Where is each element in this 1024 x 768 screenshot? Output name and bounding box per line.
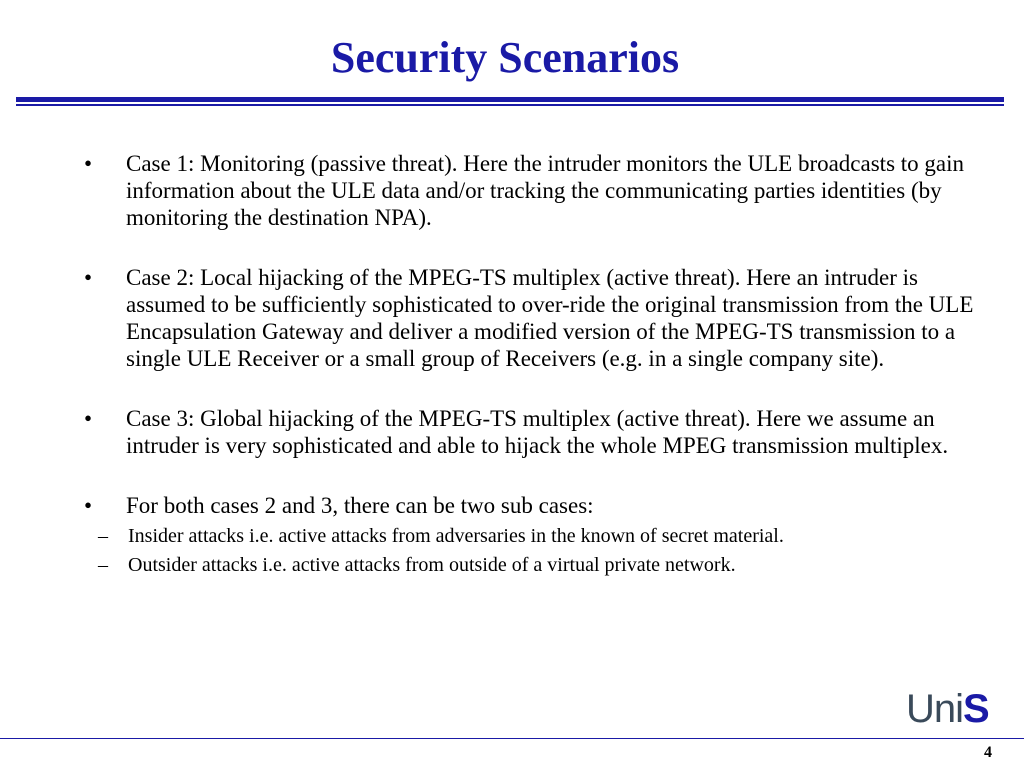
sub-bullet-list bbox=[84, 525, 994, 577]
bullet-text: Case 2: Local hijacking of the MPEG-TS multiplex (active threat). Here an intruder is assumed to be sufficiently sophisticated to over-ride the original transmission from the ULE Encapsulation Gateway and deliver a modified version of the MPEG-TS transmission to a single ULE Receiver or a small group of Receivers (e.g. in a single company site). bbox=[126, 265, 974, 371]
bullet-case-1 bbox=[84, 150, 994, 231]
sub-bullet-insider bbox=[84, 525, 994, 548]
bullet-case-3 bbox=[84, 405, 994, 459]
slide-title: Security Scenarios bbox=[330, 33, 680, 82]
logo-accent-letter: S bbox=[963, 687, 989, 731]
bullet-case-2 bbox=[84, 264, 994, 372]
sub-bullet-text: Insider attacks i.e. active attacks from adversaries in the known of secret material. bbox=[128, 525, 784, 547]
bullet-marker: • bbox=[84, 493, 93, 518]
sub-bullet-marker: – bbox=[98, 525, 108, 547]
logo-prefix: Uni bbox=[906, 687, 964, 731]
title-divider-thin bbox=[16, 104, 1004, 106]
sub-bullet-text: Outsider attacks i.e. active attacks from outside of a virtual private network. bbox=[128, 554, 736, 576]
unis-logo bbox=[906, 686, 989, 732]
sub-bullet-marker: – bbox=[98, 554, 108, 576]
bullet-marker: • bbox=[84, 151, 93, 176]
bullet-sub-cases bbox=[84, 492, 994, 519]
bullet-text: For both cases 2 and 3, there can be two sub cases: bbox=[126, 493, 594, 518]
footer-divider bbox=[0, 738, 1024, 739]
title-divider-thick bbox=[16, 97, 1004, 102]
bullet-text: Case 3: Global hijacking of the MPEG-TS multiplex (active threat). Here we assume an intruder is very sophisticated and able to hijack the whole MPEG transmission multiplex. bbox=[126, 406, 949, 458]
page-number: 4 bbox=[984, 744, 992, 761]
bullet-text: Case 1: Monitoring (passive threat). Here the intruder monitors the ULE broadcasts to gain information about the ULE data and/or tracking the communicating parties identities (by monitoring the destination NPA). bbox=[126, 151, 965, 230]
sub-bullet-outsider bbox=[84, 554, 994, 577]
slide-body bbox=[84, 150, 994, 583]
bullet-marker: • bbox=[84, 406, 93, 431]
bullet-marker: • bbox=[84, 265, 93, 290]
